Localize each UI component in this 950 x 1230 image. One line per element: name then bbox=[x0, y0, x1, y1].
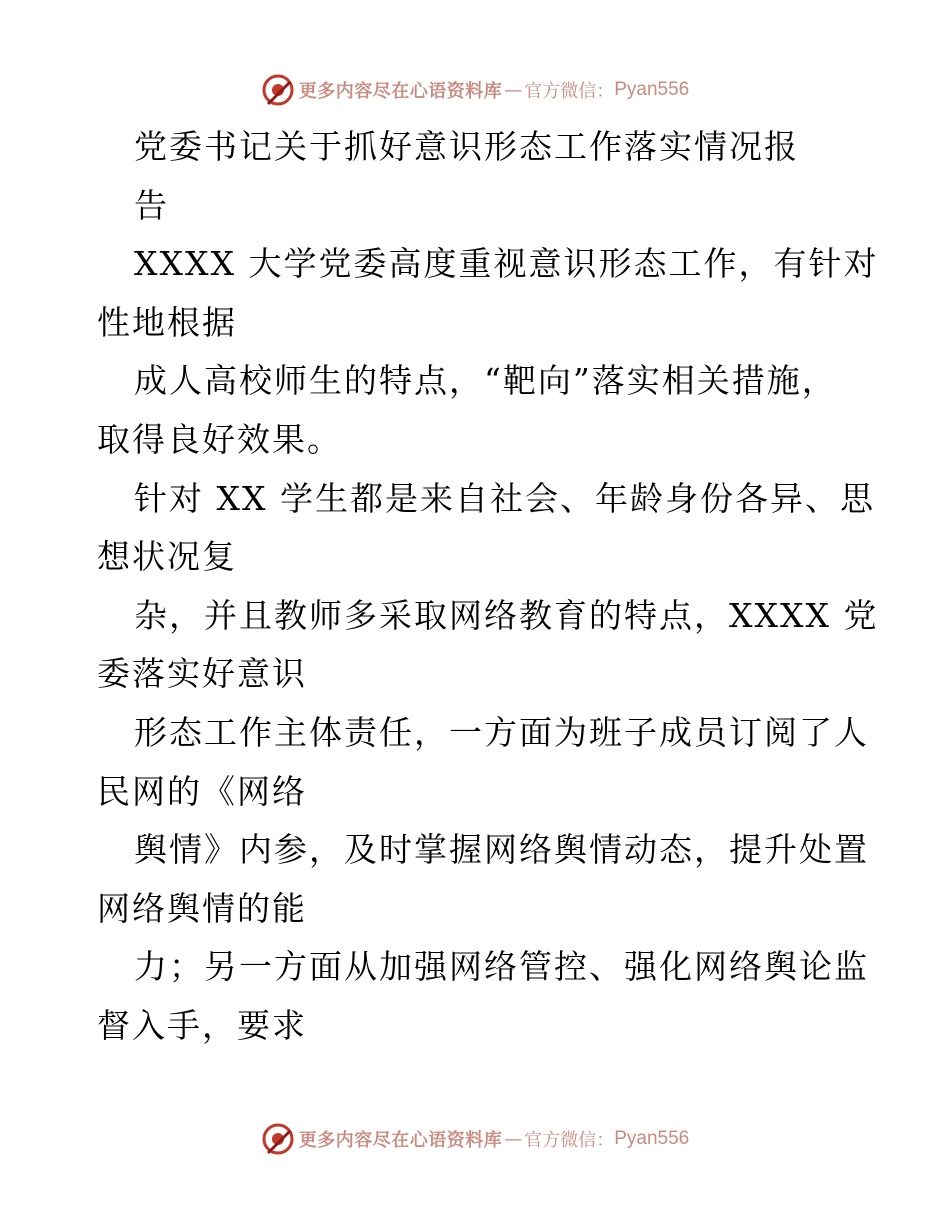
paragraph-line: 民网的《网络 bbox=[97, 771, 307, 811]
paragraph-line: 舆情》内参，及时掌握网络舆情动态，提升处置 bbox=[134, 830, 869, 870]
paragraph-line: 性地根据 bbox=[97, 302, 237, 342]
paragraph-line: XXXX 大学党委高度重视意识形态工作，有针对 bbox=[134, 244, 879, 284]
title-line-2: 告 bbox=[134, 185, 169, 225]
paragraph-line: 针对 XX 学生都是来自社会、年龄身份各异、思 bbox=[134, 478, 875, 518]
paragraph-line: 委落实好意识 bbox=[97, 654, 307, 694]
footer-banner bbox=[0, 1117, 950, 1161]
banner-slogan: 更多内容尽在心语资料库 bbox=[298, 1130, 503, 1151]
paragraph-line: 想状况复 bbox=[97, 537, 237, 577]
banner-separator: — bbox=[504, 1128, 523, 1150]
banner-slogan: 更多内容尽在心语资料库 bbox=[298, 81, 503, 102]
paragraph-line: 形态工作主体责任，一方面为班子成员订阅了人 bbox=[134, 712, 869, 752]
paragraph-line: 督入手，要求 bbox=[97, 1005, 307, 1045]
paragraph-line: 成人高校师生的特点，“靶向”落实相关措施， bbox=[134, 361, 837, 401]
title-line-1: 党委书记关于抓好意识形态工作落实情况报 bbox=[134, 127, 799, 166]
document-body bbox=[97, 118, 879, 1056]
banner-wechat-label: 官方微信： bbox=[524, 1130, 615, 1151]
paragraph-line: 取得良好效果。 bbox=[97, 419, 342, 459]
paragraph-line: 力；另一方面从加强网络管控、强化网络舆论监 bbox=[134, 947, 869, 987]
header-banner bbox=[0, 68, 950, 112]
paragraph-line: 网络舆情的能 bbox=[97, 888, 307, 928]
banner-wechat-label: 官方微信： bbox=[524, 81, 615, 102]
banner-wechat-id: Pyan556 bbox=[614, 79, 690, 100]
logo-icon bbox=[261, 73, 295, 107]
paragraph-line: 杂，并且教师多采取网络教育的特点，XXXX 党 bbox=[134, 595, 879, 635]
banner-separator: — bbox=[504, 79, 523, 101]
banner-wechat-id: Pyan556 bbox=[614, 1128, 690, 1149]
logo-icon bbox=[261, 1122, 295, 1156]
